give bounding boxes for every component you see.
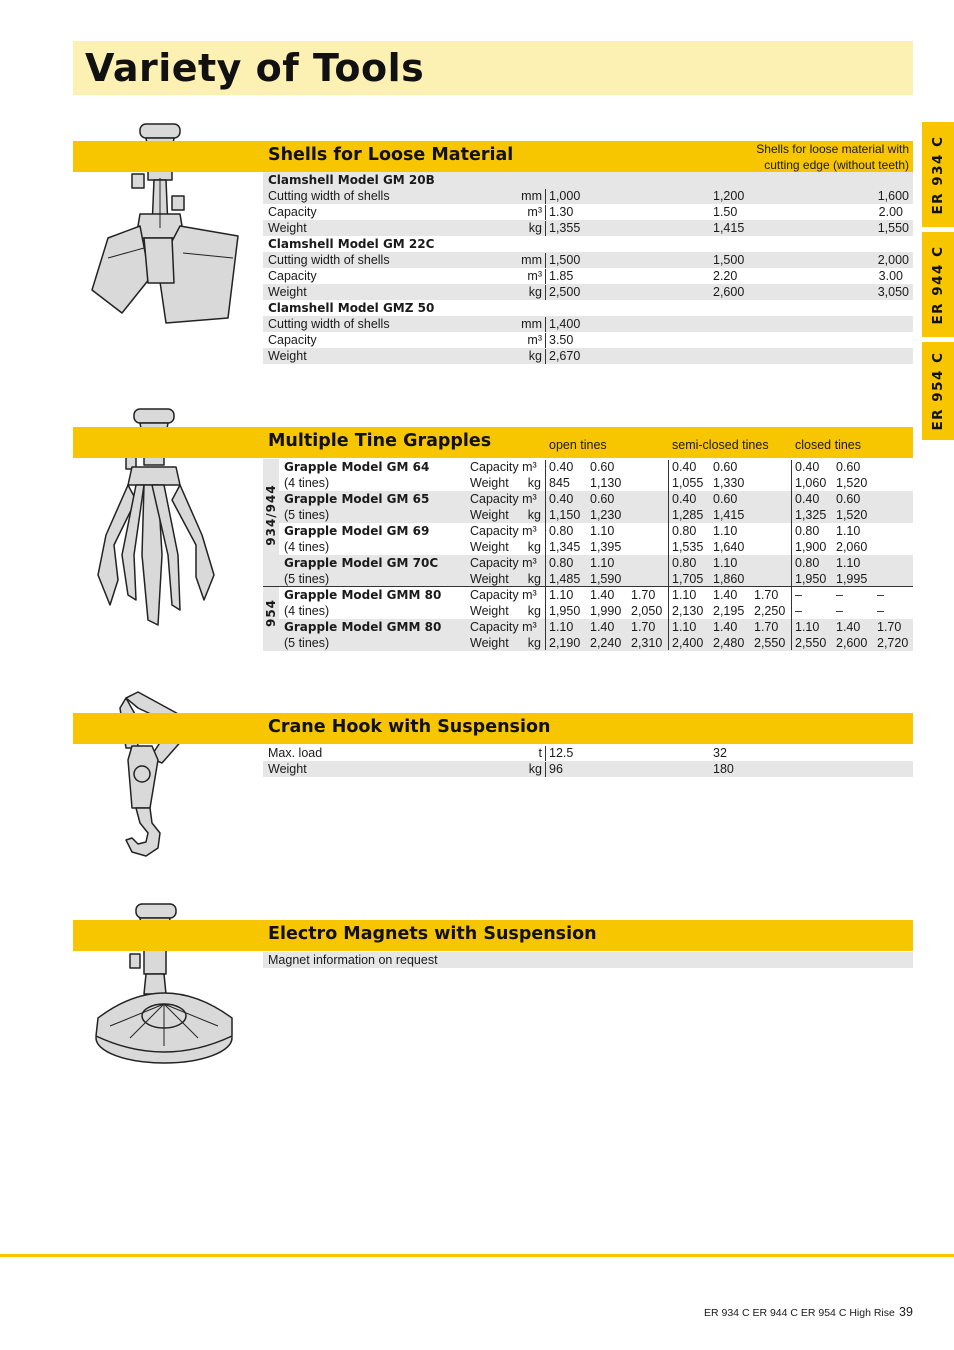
cell-value: 1,060 — [795, 476, 827, 490]
cell-value: 1,230 — [590, 508, 622, 522]
cell-value: 1.10 — [590, 556, 615, 570]
cell-value: 1.10 — [672, 620, 697, 634]
cell-value: 1,640 — [713, 540, 745, 554]
weight-label: Weight — [470, 636, 509, 650]
weight-label: Weight — [470, 508, 509, 522]
cell-value: 32 — [713, 746, 727, 760]
cell-value: 2,195 — [713, 604, 745, 618]
cell-value: 1.10 — [590, 524, 615, 538]
table-row — [263, 252, 913, 268]
table-row — [263, 523, 913, 539]
col-semi-closed-tines: semi-closed tines — [672, 438, 769, 452]
table-row — [263, 587, 913, 603]
row-unit: m³ — [527, 333, 542, 347]
weight-unit: kg — [527, 636, 541, 650]
magnets-section-title: Electro Magnets with Suspension — [268, 924, 597, 944]
cell-value: – — [836, 588, 843, 602]
cell-value: 1.10 — [549, 620, 574, 634]
cell-value: 1,285 — [672, 508, 704, 522]
cell-value: 1.10 — [713, 524, 738, 538]
cell-value: 2,600 — [713, 285, 745, 299]
weight-unit: kg — [527, 540, 541, 554]
cell-value: 1,400 — [549, 317, 581, 331]
shells-note — [756, 141, 909, 173]
cell-value: 1,130 — [590, 476, 622, 490]
capacity-label: Capacity m³ — [470, 492, 537, 506]
cell-value: 2,500 — [549, 285, 581, 299]
cell-value: 2,000 — [877, 253, 909, 267]
capacity-label: Capacity m³ — [470, 524, 537, 538]
side-tab-er934c[interactable] — [922, 122, 954, 227]
cell-value: 1.70 — [877, 620, 902, 634]
table-row — [263, 204, 913, 220]
weight-unit: kg — [527, 476, 541, 490]
cell-value: 1,860 — [713, 572, 745, 586]
group-divider — [263, 586, 913, 587]
cell-value: 2,310 — [631, 636, 663, 650]
side-tab-er944c[interactable] — [922, 232, 954, 337]
cell-value: 12.5 — [549, 746, 574, 760]
cell-value: 1.70 — [754, 588, 779, 602]
cell-value: 1.70 — [754, 620, 779, 634]
cell-value: 1.85 — [549, 269, 574, 283]
cell-value: 1,330 — [713, 476, 745, 490]
page-title: Variety of Tools — [85, 46, 425, 90]
table-row — [263, 316, 913, 332]
cell-value: 1.10 — [549, 588, 574, 602]
cell-value: 0.80 — [549, 556, 574, 570]
row-unit: mm — [521, 317, 542, 331]
column-divider — [545, 460, 546, 650]
cell-value: 1.10 — [713, 556, 738, 570]
table-row — [263, 220, 913, 236]
model-header-row — [263, 300, 913, 316]
cell-value: 2,050 — [631, 604, 663, 618]
cell-value: 0.80 — [795, 524, 820, 538]
cell-value: 1.40 — [713, 588, 738, 602]
cell-value: 1,500 — [713, 253, 745, 267]
page-number: 39 — [899, 1305, 913, 1319]
cell-value: – — [836, 604, 843, 618]
weight-label: Weight — [470, 476, 509, 490]
cell-value: 1,485 — [549, 572, 581, 586]
model-name: Grapple Model GM 65 — [284, 492, 430, 506]
cell-value: 1,000 — [549, 189, 581, 203]
cell-value: 0.40 — [672, 492, 697, 506]
cell-value: 3,050 — [877, 285, 909, 299]
cell-value: 2.00 — [878, 205, 903, 219]
tine-count: (4 tines) — [284, 540, 330, 554]
cell-value: 2,190 — [549, 636, 581, 650]
cell-value: 180 — [713, 762, 734, 776]
row-unit: m³ — [527, 269, 542, 283]
cell-value: 0.40 — [795, 492, 820, 506]
cell-value: 1,415 — [713, 508, 745, 522]
cell-value: 0.60 — [836, 492, 861, 506]
cell-value: 2,720 — [877, 636, 909, 650]
cell-value: 2.20 — [713, 269, 738, 283]
cell-value: 1.40 — [836, 620, 861, 634]
cell-value: 1,500 — [549, 253, 581, 267]
table-row — [263, 348, 913, 364]
cell-value: 1.10 — [672, 588, 697, 602]
model-name: Clamshell Model GM 20B — [268, 173, 435, 187]
table-row — [263, 284, 913, 300]
cell-value: 1.40 — [590, 588, 615, 602]
cell-value: 2,550 — [795, 636, 827, 650]
cell-value: 2,400 — [672, 636, 704, 650]
model-name: Clamshell Model GMZ 50 — [268, 301, 435, 315]
row-label: Weight — [268, 349, 307, 363]
weight-label: Weight — [470, 604, 509, 618]
cell-value: 3.50 — [549, 333, 574, 347]
cell-value: 1,520 — [836, 508, 868, 522]
cell-value: 2,240 — [590, 636, 622, 650]
cell-value: 0.40 — [795, 460, 820, 474]
cell-value: 0.40 — [549, 492, 574, 506]
cell-value: 1,705 — [672, 572, 704, 586]
table-row — [263, 952, 913, 968]
capacity-label: Capacity m³ — [470, 620, 537, 634]
cell-value: 0.60 — [713, 460, 738, 474]
cell-value: 0.60 — [836, 460, 861, 474]
side-tab-label: ER 934 C — [930, 134, 946, 215]
cell-value: 0.40 — [549, 460, 574, 474]
cell-value: 1.70 — [631, 620, 656, 634]
cell-value: 1,200 — [713, 189, 745, 203]
cell-value: 1,995 — [836, 572, 868, 586]
shells-note-line: Shells for loose material with — [756, 142, 909, 156]
cell-value: 2,130 — [672, 604, 704, 618]
cell-value: 1.10 — [836, 524, 861, 538]
capacity-label: Capacity m³ — [470, 460, 537, 474]
cell-value: 1,345 — [549, 540, 581, 554]
tine-count: (4 tines) — [284, 604, 330, 618]
cell-value: 1.50 — [713, 205, 738, 219]
footer-models: ER 934 C ER 944 C ER 954 C High Rise — [704, 1307, 895, 1319]
column-divider — [791, 460, 792, 650]
row-unit: mm — [521, 253, 542, 267]
cell-value: 1,355 — [549, 221, 581, 235]
cell-value: 1.40 — [713, 620, 738, 634]
cell-value: 1,395 — [590, 540, 622, 554]
cell-value: – — [877, 604, 884, 618]
cell-value: 1,900 — [795, 540, 827, 554]
cell-value: 1.10 — [795, 620, 820, 634]
row-unit: kg — [528, 349, 542, 363]
table-row — [263, 555, 913, 571]
weight-unit: kg — [527, 604, 541, 618]
cell-value: 0.80 — [795, 556, 820, 570]
row-label: Capacity — [268, 269, 317, 283]
side-tab-er954c[interactable] — [922, 342, 954, 440]
tine-count: (5 tines) — [284, 572, 330, 586]
cell-value: 0.80 — [672, 556, 697, 570]
cell-value: 1,055 — [672, 476, 704, 490]
cell-value: 2,060 — [836, 540, 868, 554]
cell-value: 2,670 — [549, 349, 581, 363]
shells-note-line: cutting edge (without teeth) — [764, 158, 909, 172]
weight-label: Weight — [470, 572, 509, 586]
cell-value: 2,550 — [754, 636, 786, 650]
model-header-row — [263, 172, 913, 188]
cell-value: 2,250 — [754, 604, 786, 618]
cell-value: 1,550 — [877, 221, 909, 235]
table-row — [263, 475, 913, 491]
row-label: Cutting width of shells — [268, 253, 390, 267]
model-name: Grapple Model GMM 80 — [284, 588, 442, 602]
cell-value: 1,590 — [590, 572, 622, 586]
magnet-info: Magnet information on request — [268, 953, 438, 967]
row-label: Capacity — [268, 333, 317, 347]
cell-value: – — [877, 588, 884, 602]
grapples-section-bar — [73, 427, 913, 458]
column-divider — [668, 460, 669, 650]
cell-value: 1,325 — [795, 508, 827, 522]
row-unit: m³ — [527, 205, 542, 219]
table-row — [263, 571, 913, 587]
model-name: Grapple Model GMM 80 — [284, 620, 442, 634]
row-label: Max. load — [268, 746, 323, 760]
side-tab-label: ER 954 C — [930, 351, 946, 431]
row-unit: kg — [528, 221, 542, 235]
cell-value: 3.00 — [878, 269, 903, 283]
table-row — [263, 459, 913, 475]
weight-label: Weight — [470, 540, 509, 554]
cell-value: 1.70 — [631, 588, 656, 602]
table-row — [263, 603, 913, 619]
col-open-tines: open tines — [549, 438, 607, 452]
table-row — [263, 619, 913, 635]
model-name: Grapple Model GM 70C — [284, 556, 439, 570]
cell-value: 0.40 — [672, 460, 697, 474]
row-label: Cutting width of shells — [268, 189, 390, 203]
title-bar — [73, 41, 913, 95]
shells-section-title: Shells for Loose Material — [268, 145, 514, 165]
cell-value: 0.80 — [672, 524, 697, 538]
cell-value: 1,990 — [590, 604, 622, 618]
hook-section-title: Crane Hook with Suspension — [268, 717, 551, 737]
cell-value: 0.60 — [590, 492, 615, 506]
cell-value: 0.60 — [713, 492, 738, 506]
footer-line — [0, 1254, 954, 1257]
cell-value: 1,950 — [795, 572, 827, 586]
grapples-section-title: Multiple Tine Grapples — [268, 431, 492, 451]
table-row — [263, 745, 913, 761]
model-name: Clamshell Model GM 22C — [268, 237, 435, 251]
cell-value: 2,600 — [836, 636, 868, 650]
col-closed-tines: closed tines — [795, 438, 862, 452]
table-row — [263, 188, 913, 204]
cell-value: 1.40 — [590, 620, 615, 634]
table-row — [263, 635, 913, 651]
capacity-label: Capacity m³ — [470, 556, 537, 570]
row-label: Weight — [268, 762, 307, 776]
table-row — [263, 491, 913, 507]
group-label-934-944: 934/944 — [264, 484, 278, 546]
cell-value: 1,950 — [549, 604, 581, 618]
model-name: Grapple Model GM 69 — [284, 524, 430, 538]
side-tab-label: ER 944 C — [930, 244, 946, 325]
group-label-954: 954 — [264, 598, 278, 628]
cell-value: 845 — [549, 476, 570, 490]
cell-value: 96 — [549, 762, 563, 776]
tine-count: (5 tines) — [284, 508, 330, 522]
row-label: Weight — [268, 285, 307, 299]
model-name: Grapple Model GM 64 — [284, 460, 430, 474]
weight-unit: kg — [527, 572, 541, 586]
weight-unit: kg — [527, 508, 541, 522]
tine-count: (4 tines) — [284, 476, 330, 490]
cell-value: – — [795, 604, 802, 618]
cell-value: 1,150 — [549, 508, 581, 522]
row-unit: mm — [521, 189, 542, 203]
cell-value: 1,600 — [877, 189, 909, 203]
row-unit: kg — [528, 762, 542, 776]
row-unit: t — [538, 746, 542, 760]
row-label: Cutting width of shells — [268, 317, 390, 331]
row-label: Capacity — [268, 205, 317, 219]
row-label: Weight — [268, 221, 307, 235]
cell-value: 1,535 — [672, 540, 704, 554]
tine-count: (5 tines) — [284, 636, 330, 650]
cell-value: 0.80 — [549, 524, 574, 538]
cell-value: 1,520 — [836, 476, 868, 490]
table-row — [263, 268, 913, 284]
table-row — [263, 507, 913, 523]
cell-value: 2,480 — [713, 636, 745, 650]
cell-value: – — [795, 588, 802, 602]
cell-value: 0.60 — [590, 460, 615, 474]
cell-value: 1.30 — [549, 205, 574, 219]
capacity-label: Capacity m³ — [470, 588, 537, 602]
table-row — [263, 761, 913, 777]
row-unit: kg — [528, 285, 542, 299]
table-row — [263, 539, 913, 555]
model-header-row — [263, 236, 913, 252]
table-row — [263, 332, 913, 348]
cell-value: 1.10 — [836, 556, 861, 570]
cell-value: 1,415 — [713, 221, 745, 235]
